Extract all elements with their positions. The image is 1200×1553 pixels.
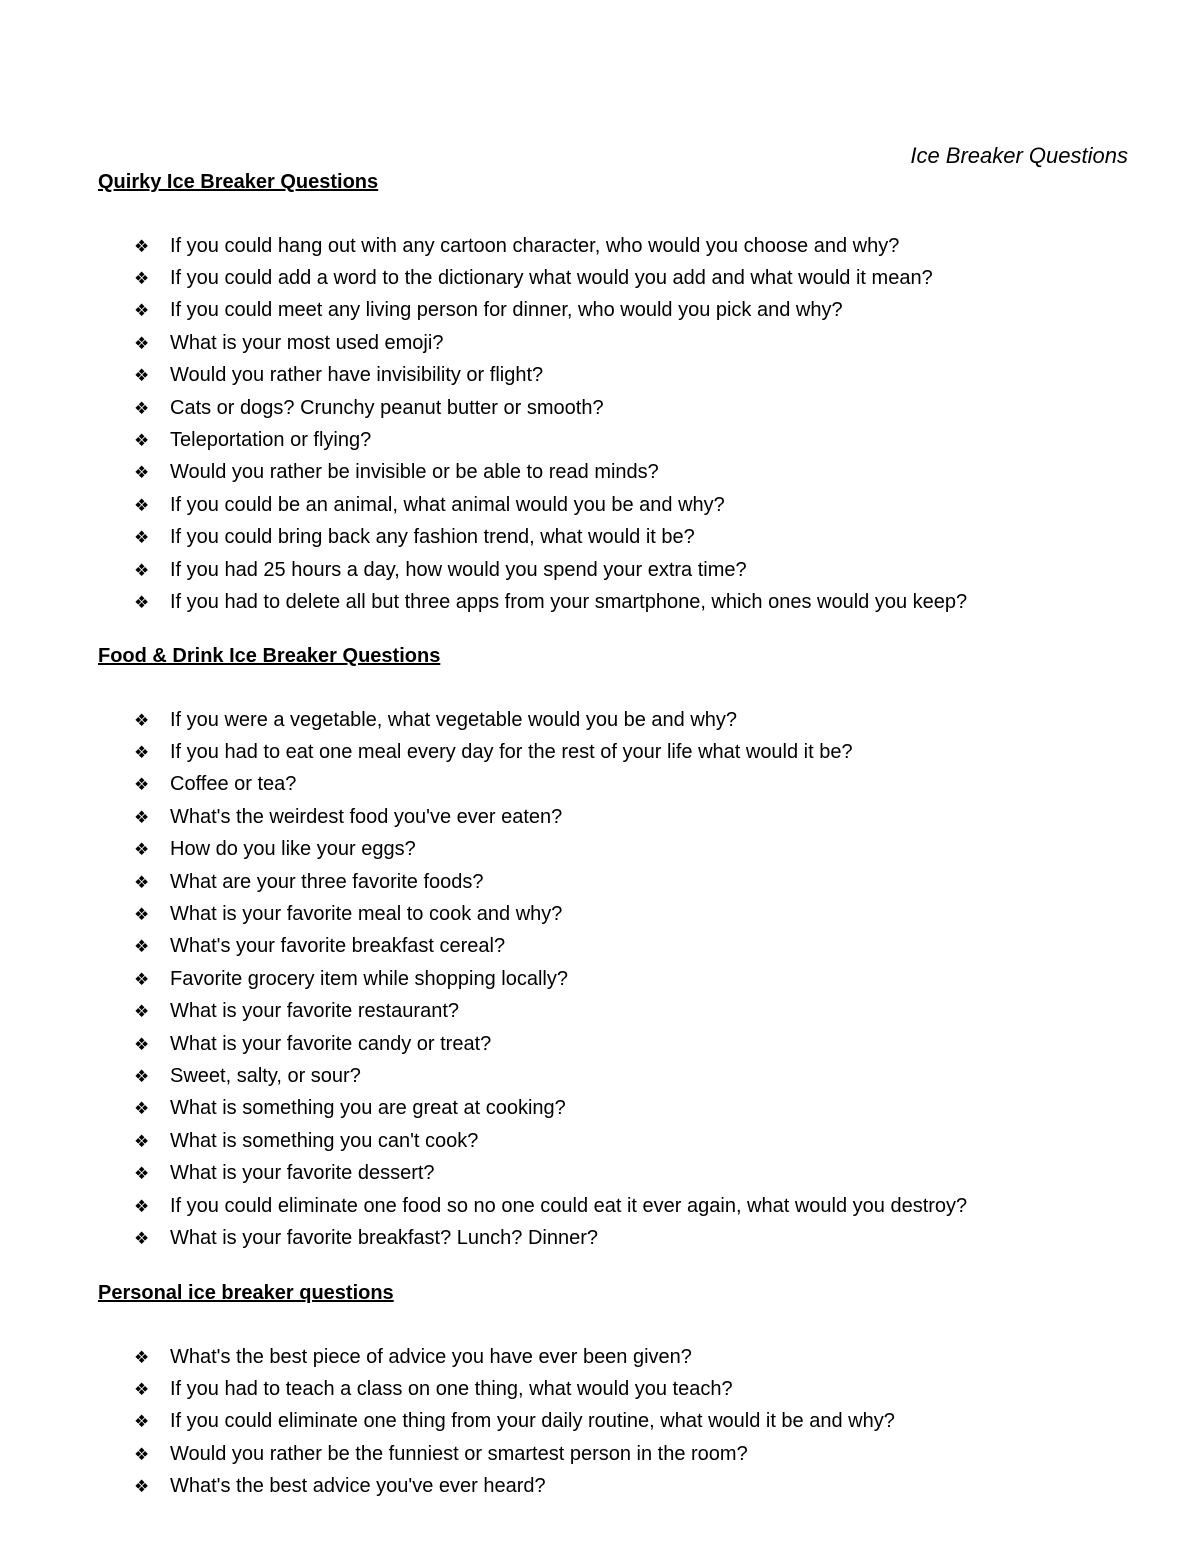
question-item [134,1157,967,1189]
four-pointed-star-icon: ❖ [134,301,150,321]
question-item [134,801,967,833]
question-list [134,1341,895,1503]
four-pointed-star-icon: ❖ [134,1228,150,1248]
question-text: If you could bring back any fashion trend, what would it be? [170,526,695,549]
four-pointed-star-icon: ❖ [134,560,150,580]
question-text: What is something you are great at cooking? [170,1097,566,1120]
section-heading: Food & Drink Ice Breaker Questions [98,645,441,667]
four-pointed-star-icon: ❖ [134,1164,150,1184]
four-pointed-star-icon: ❖ [134,366,150,386]
four-pointed-star-icon: ❖ [134,431,150,451]
section-quirky [98,168,1138,613]
four-pointed-star-icon: ❖ [134,495,150,515]
question-text: Sweet, salty, or sour? [170,1064,361,1087]
four-pointed-star-icon: ❖ [134,710,150,730]
question-text: What are your three favorite foods? [170,870,484,893]
question-text: If you could hang out with any cartoon character, who would you choose and why? [170,234,900,257]
question-text: What's the weirdest food you've ever eaten? [170,805,563,828]
question-item [134,704,967,736]
question-item [134,295,967,327]
four-pointed-star-icon: ❖ [134,905,150,925]
question-text: If you had to delete all but three apps from your smartphone, which ones would you keep? [170,590,968,613]
question-text: Teleportation or flying? [170,429,372,452]
four-pointed-star-icon: ❖ [134,1412,150,1432]
question-text: If you could add a word to the dictionary what would you add and what would it mean? [170,267,933,290]
four-pointed-star-icon: ❖ [134,840,150,860]
question-item [134,866,967,898]
four-pointed-star-icon: ❖ [134,1380,150,1400]
question-item [134,1438,895,1470]
question-item [134,360,967,392]
question-item [134,996,967,1028]
four-pointed-star-icon: ❖ [134,807,150,827]
four-pointed-star-icon: ❖ [134,872,150,892]
question-item [134,522,967,554]
four-pointed-star-icon: ❖ [134,1002,150,1022]
four-pointed-star-icon: ❖ [134,1196,150,1216]
question-item [134,489,967,521]
question-text: Coffee or tea? [170,773,297,796]
question-item [134,1373,895,1405]
four-pointed-star-icon: ❖ [134,463,150,483]
four-pointed-star-icon: ❖ [134,1347,150,1367]
question-item [134,1406,895,1438]
question-item [134,1471,895,1503]
four-pointed-star-icon: ❖ [134,1099,150,1119]
section-heading: Personal ice breaker questions [98,1282,394,1304]
four-pointed-star-icon: ❖ [134,236,150,256]
four-pointed-star-icon: ❖ [134,269,150,289]
four-pointed-star-icon: ❖ [134,1131,150,1151]
section-heading: Quirky Ice Breaker Questions [98,171,379,193]
question-text: If you could eliminate one food so no one could eat it ever again, what would you destroy? [170,1194,968,1217]
four-pointed-star-icon: ❖ [134,398,150,418]
question-item [134,554,967,586]
question-list [134,230,967,619]
question-text: Would you rather have invisibility or flight? [170,364,544,387]
question-item [134,1060,967,1092]
question-item [134,736,967,768]
question-text: If you had 25 hours a day, how would you spend your extra time? [170,558,747,581]
question-item [134,1190,967,1222]
question-text: If you were a vegetable, what vegetable would you be and why? [170,708,738,731]
question-item [134,1028,967,1060]
question-item [134,1341,895,1373]
four-pointed-star-icon: ❖ [134,937,150,957]
question-text: Would you rather be invisible or be able to read minds? [170,461,659,484]
question-text: If you had to eat one meal every day for the rest of your life what would it be? [170,741,853,764]
question-item [134,963,967,995]
question-text: If you could eliminate one thing from your daily routine, what would it be and why? [170,1410,895,1433]
four-pointed-star-icon: ❖ [134,1477,150,1497]
question-item [134,230,967,262]
question-item [134,327,967,359]
question-item [134,262,967,294]
question-text: What is your favorite candy or treat? [170,1032,492,1055]
section-personal [98,1279,1138,1498]
question-text: What's the best piece of advice you have ever been given? [170,1345,692,1368]
question-item [134,931,967,963]
four-pointed-star-icon: ❖ [134,592,150,612]
four-pointed-star-icon: ❖ [134,528,150,548]
question-text: If you could meet any living person for dinner, who would you pick and why? [170,299,843,322]
question-item [134,769,967,801]
four-pointed-star-icon: ❖ [134,775,150,795]
section-food-drink [98,642,1138,1249]
four-pointed-star-icon: ❖ [134,969,150,989]
question-text: Would you rather be the funniest or smartest person in the room? [170,1442,748,1465]
question-text: What is your most used emoji? [170,331,444,354]
document-title: Ice Breaker Questions [910,143,1128,168]
question-item [134,392,967,424]
question-text: If you had to teach a class on one thing, what would you teach? [170,1378,733,1401]
four-pointed-star-icon: ❖ [134,743,150,763]
four-pointed-star-icon: ❖ [134,1034,150,1054]
question-item [134,834,967,866]
question-text: What is your favorite restaurant? [170,1000,460,1023]
question-item [134,1222,967,1254]
question-item [134,586,967,618]
question-item [134,457,967,489]
question-text: What is your favorite dessert? [170,1162,435,1185]
question-text: What's the best advice you've ever heard? [170,1475,546,1498]
four-pointed-star-icon: ❖ [134,333,150,353]
question-item [134,424,967,456]
question-text: What is your favorite breakfast? Lunch? Dinner? [170,1226,598,1249]
question-text: Cats or dogs? Crunchy peanut butter or smooth? [170,396,604,419]
question-text: Favorite grocery item while shopping locally? [170,967,568,990]
question-item [134,1093,967,1125]
question-list [134,704,967,1255]
question-item [134,1125,967,1157]
four-pointed-star-icon: ❖ [134,1066,150,1086]
question-item [134,898,967,930]
question-text: What is something you can't cook? [170,1129,479,1152]
question-text: What's your favorite breakfast cereal? [170,935,506,958]
question-text: How do you like your eggs? [170,838,416,861]
four-pointed-star-icon: ❖ [134,1444,150,1464]
question-text: If you could be an animal, what animal would you be and why? [170,493,725,516]
question-text: What is your favorite meal to cook and why? [170,903,563,926]
